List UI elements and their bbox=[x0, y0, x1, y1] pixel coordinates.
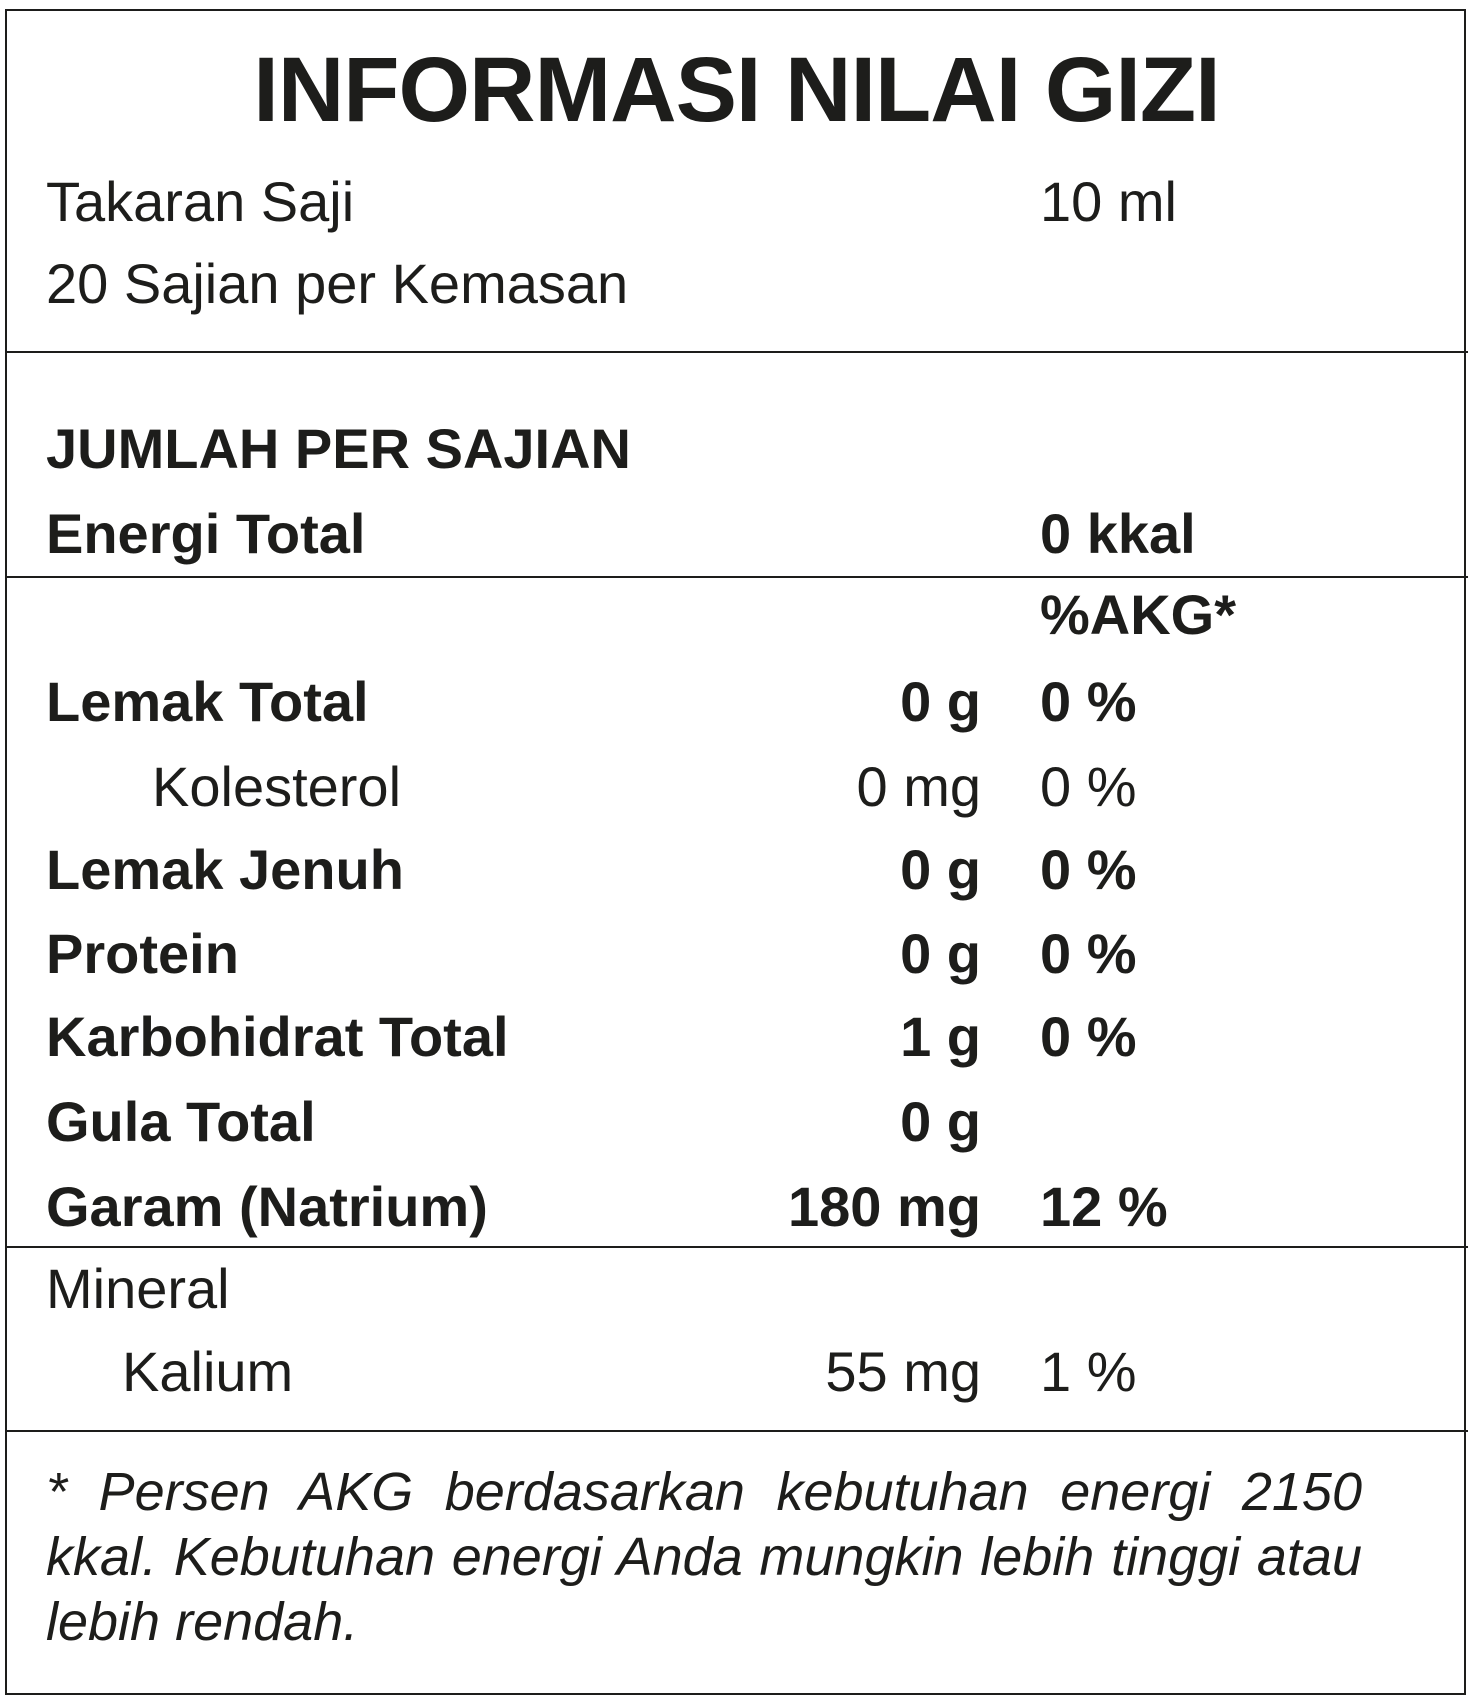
nutrient-amount: 0 g bbox=[900, 922, 981, 985]
nutrient-amount: 0 g bbox=[900, 838, 981, 901]
nutrient-label: Karbohidrat Total bbox=[46, 1005, 509, 1068]
divider bbox=[5, 1246, 1468, 1248]
per-serving-heading: JUMLAH PER SAJIAN bbox=[46, 417, 631, 480]
nutrient-amount: 0 mg bbox=[856, 755, 981, 818]
mineral-label: Kalium bbox=[122, 1340, 294, 1403]
label-title: INFORMASI NILAI GIZI bbox=[253, 39, 1220, 141]
mineral-heading: Mineral bbox=[46, 1257, 230, 1320]
nutrient-akg: 0 % bbox=[1040, 670, 1137, 733]
divider bbox=[5, 351, 1468, 353]
mineral-amount: 55 mg bbox=[825, 1340, 981, 1403]
nutrient-label: Lemak Total bbox=[46, 670, 369, 733]
nutrient-label: Kolesterol bbox=[152, 755, 402, 818]
nutrient-amount: 0 g bbox=[900, 1090, 981, 1153]
nutrient-amount: 0 g bbox=[900, 670, 981, 733]
nutrient-akg: 0 % bbox=[1040, 755, 1137, 818]
nutrient-akg: 0 % bbox=[1040, 1005, 1137, 1068]
nutrient-akg: 0 % bbox=[1040, 922, 1137, 985]
energy-value: 0 kkal bbox=[1040, 502, 1196, 565]
nutrient-amount: 180 mg bbox=[788, 1175, 981, 1238]
divider bbox=[5, 576, 1468, 578]
serving-size-label: Takaran Saji bbox=[46, 170, 355, 233]
nutrient-label: Lemak Jenuh bbox=[46, 838, 404, 901]
divider bbox=[5, 1430, 1468, 1432]
akg-header: %AKG* bbox=[1040, 583, 1237, 646]
nutrient-label: Protein bbox=[46, 922, 239, 985]
servings-per-pack: 20 Sajian per Kemasan bbox=[46, 252, 629, 315]
nutrient-label: Garam (Natrium) bbox=[46, 1175, 488, 1238]
serving-size-value: 10 ml bbox=[1040, 170, 1177, 233]
mineral-akg: 1 % bbox=[1040, 1340, 1137, 1403]
nutrient-amount: 1 g bbox=[900, 1005, 981, 1068]
nutrient-akg: 12 % bbox=[1040, 1175, 1168, 1238]
nutrient-label: Gula Total bbox=[46, 1090, 316, 1153]
nutrient-akg: 0 % bbox=[1040, 838, 1137, 901]
energy-label: Energi Total bbox=[46, 502, 366, 565]
footnote: * Persen AKG berdasarkan kebutuhan energi 2150 kkal. Kebutuhan energi Anda mungkin lebih tinggi atau lebih rendah. bbox=[46, 1462, 1362, 1652]
